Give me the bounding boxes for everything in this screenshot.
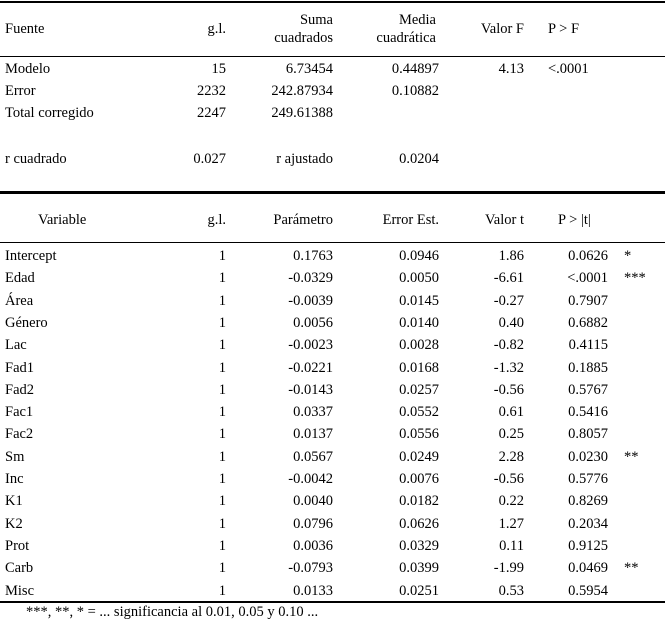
variable-name: Misc (5, 583, 34, 599)
anova-ms: 0.10882 (391, 83, 439, 99)
anova-ss: 242.87934 (271, 83, 333, 99)
df-value: 1 (218, 404, 226, 420)
df-value: 1 (218, 382, 226, 398)
p-value: 0.4115 (568, 337, 608, 353)
df-value: 1 (218, 538, 226, 554)
header-ss-line2: cuadrados (274, 30, 333, 46)
bottom-rule (0, 601, 665, 603)
parameter-value: 0.0567 (293, 449, 333, 465)
header-ss-line1: Suma (299, 12, 333, 28)
p-value: 0.0626 (568, 248, 608, 264)
anova-f: 4.13 (498, 61, 524, 77)
header-param: Parámetro (273, 212, 333, 228)
df-value: 1 (218, 360, 226, 376)
parameter-value: -0.0221 (288, 360, 333, 376)
header-p: P > F (548, 21, 580, 37)
parameter-value: 0.0056 (293, 315, 333, 331)
df-value: 1 (218, 315, 226, 331)
std-error-value: 0.0249 (399, 449, 439, 465)
parameter-value: -0.0023 (288, 337, 333, 353)
std-error-value: 0.0076 (399, 471, 439, 487)
df-value: 1 (218, 516, 226, 532)
header-se: Error Est. (382, 212, 439, 228)
p-value: 0.5767 (568, 382, 608, 398)
p-value: 0.5776 (568, 471, 608, 487)
t-value: 0.25 (498, 426, 524, 442)
parameter-value: -0.0143 (288, 382, 333, 398)
df-value: 1 (218, 583, 226, 599)
anova-ss: 6.73454 (285, 61, 333, 77)
t-value: -1.32 (493, 360, 524, 376)
anova-p: <.0001 (548, 61, 589, 77)
header-df: g.l. (207, 212, 226, 228)
header-variable: Variable (38, 212, 87, 228)
parameter-value: 0.0796 (293, 516, 333, 532)
significance-marker: * (624, 248, 632, 264)
t-value: 2.28 (498, 449, 524, 465)
variable-name: K1 (5, 493, 23, 509)
header-t: Valor t (484, 212, 524, 228)
adj-r-squared-value: 0.0204 (399, 151, 439, 167)
t-value: 0.40 (498, 315, 524, 331)
variable-name: Edad (5, 270, 35, 286)
std-error-value: 0.0552 (399, 404, 439, 420)
t-value: -1.99 (493, 560, 524, 576)
p-value: <.0001 (567, 270, 608, 286)
df-value: 1 (218, 426, 226, 442)
r-squared-label: r cuadrado (5, 151, 67, 167)
parameter-value: 0.0133 (293, 583, 333, 599)
df-value: 1 (218, 449, 226, 465)
header-df: g.l. (207, 21, 226, 37)
significance-marker: ** (624, 560, 639, 576)
anova-source: Error (5, 83, 36, 99)
anova-source: Total corregido (5, 105, 94, 121)
std-error-value: 0.0028 (399, 337, 439, 353)
p-value: 0.5954 (568, 583, 608, 599)
top-rule (0, 1, 665, 3)
t-value: -6.61 (493, 270, 524, 286)
std-error-value: 0.0251 (399, 583, 439, 599)
std-error-value: 0.0050 (399, 270, 439, 286)
parameter-value: -0.0329 (288, 270, 333, 286)
variable-name: Fac2 (5, 426, 34, 442)
r-squared-value: 0.027 (193, 151, 226, 167)
p-value: 0.0469 (568, 560, 608, 576)
variable-name: Fad1 (5, 360, 34, 376)
std-error-value: 0.0168 (399, 360, 439, 376)
anova-ms: 0.44897 (391, 61, 439, 77)
df-value: 1 (218, 471, 226, 487)
std-error-value: 0.0257 (399, 382, 439, 398)
t-value: 1.86 (498, 248, 524, 264)
std-error-value: 0.0556 (399, 426, 439, 442)
t-value: -0.56 (493, 382, 524, 398)
significance-marker: ** (624, 449, 639, 465)
df-value: 1 (218, 337, 226, 353)
variable-name: K2 (5, 516, 23, 532)
t-value: 0.22 (498, 493, 524, 509)
variable-name: Inc (5, 471, 24, 487)
df-value: 1 (218, 293, 226, 309)
p-value: 0.8057 (568, 426, 608, 442)
adj-r-squared-label: r ajustado (276, 151, 333, 167)
variable-name: Género (5, 315, 48, 331)
variable-name: Fac1 (5, 404, 34, 420)
p-value: 0.2034 (568, 516, 608, 532)
t-value: 1.27 (498, 516, 524, 532)
parameter-value: -0.0039 (288, 293, 333, 309)
df-value: 1 (218, 248, 226, 264)
anova-source: Modelo (5, 61, 51, 77)
std-error-value: 0.0182 (399, 493, 439, 509)
header-ms-line2: cuadrática (376, 30, 436, 46)
parameter-value: -0.0042 (288, 471, 333, 487)
parameter-value: 0.0040 (293, 493, 333, 509)
p-value: 0.6882 (568, 315, 608, 331)
parameter-value: 0.0137 (293, 426, 333, 442)
p-value: 0.0230 (568, 449, 608, 465)
p-value: 0.8269 (568, 493, 608, 509)
std-error-value: 0.0946 (399, 248, 439, 264)
df-value: 1 (218, 493, 226, 509)
section-divider-rule (0, 191, 665, 194)
variable-name: Lac (5, 337, 27, 353)
variable-name: Carb (5, 560, 34, 576)
header-f: Valor F (480, 21, 524, 37)
variable-name: Área (5, 293, 34, 309)
estimates-header-rule (0, 242, 665, 243)
std-error-value: 0.0140 (399, 315, 439, 331)
t-value: -0.27 (493, 293, 524, 309)
std-error-value: 0.0329 (399, 538, 439, 554)
std-error-value: 0.0626 (399, 516, 439, 532)
p-value: 0.5416 (568, 404, 608, 420)
parameter-value: -0.0793 (288, 560, 333, 576)
t-value: 0.61 (498, 404, 524, 420)
anova-ss: 249.61388 (271, 105, 333, 121)
df-value: 1 (218, 560, 226, 576)
p-value: 0.1885 (568, 360, 608, 376)
header-source: Fuente (5, 21, 45, 37)
std-error-value: 0.0399 (399, 560, 439, 576)
p-value: 0.7907 (568, 293, 608, 309)
parameter-value: 0.0337 (293, 404, 333, 420)
parameter-value: 0.0036 (293, 538, 333, 554)
variable-name: Prot (5, 538, 30, 554)
df-value: 1 (218, 270, 226, 286)
variable-name: Sm (5, 449, 25, 465)
variable-name: Fad2 (5, 382, 34, 398)
t-value: -0.82 (493, 337, 524, 353)
variable-name: Intercept (5, 248, 57, 264)
t-value: -0.56 (493, 471, 524, 487)
footnote: ***, **, * = ... significancia al 0.01, 0.05 y 0.10 ... (26, 604, 319, 620)
std-error-value: 0.0145 (399, 293, 439, 309)
anova-df: 2247 (197, 105, 226, 121)
p-value: 0.9125 (568, 538, 608, 554)
header-ms-line1: Media (398, 12, 436, 28)
t-value: 0.11 (499, 538, 524, 554)
parameter-value: 0.1763 (293, 248, 333, 264)
anova-header-rule (0, 56, 665, 57)
significance-marker: *** (624, 270, 646, 286)
header-p: P > |t| (558, 212, 591, 228)
anova-df: 15 (211, 61, 226, 77)
t-value: 0.53 (498, 583, 524, 599)
anova-df: 2232 (197, 83, 226, 99)
